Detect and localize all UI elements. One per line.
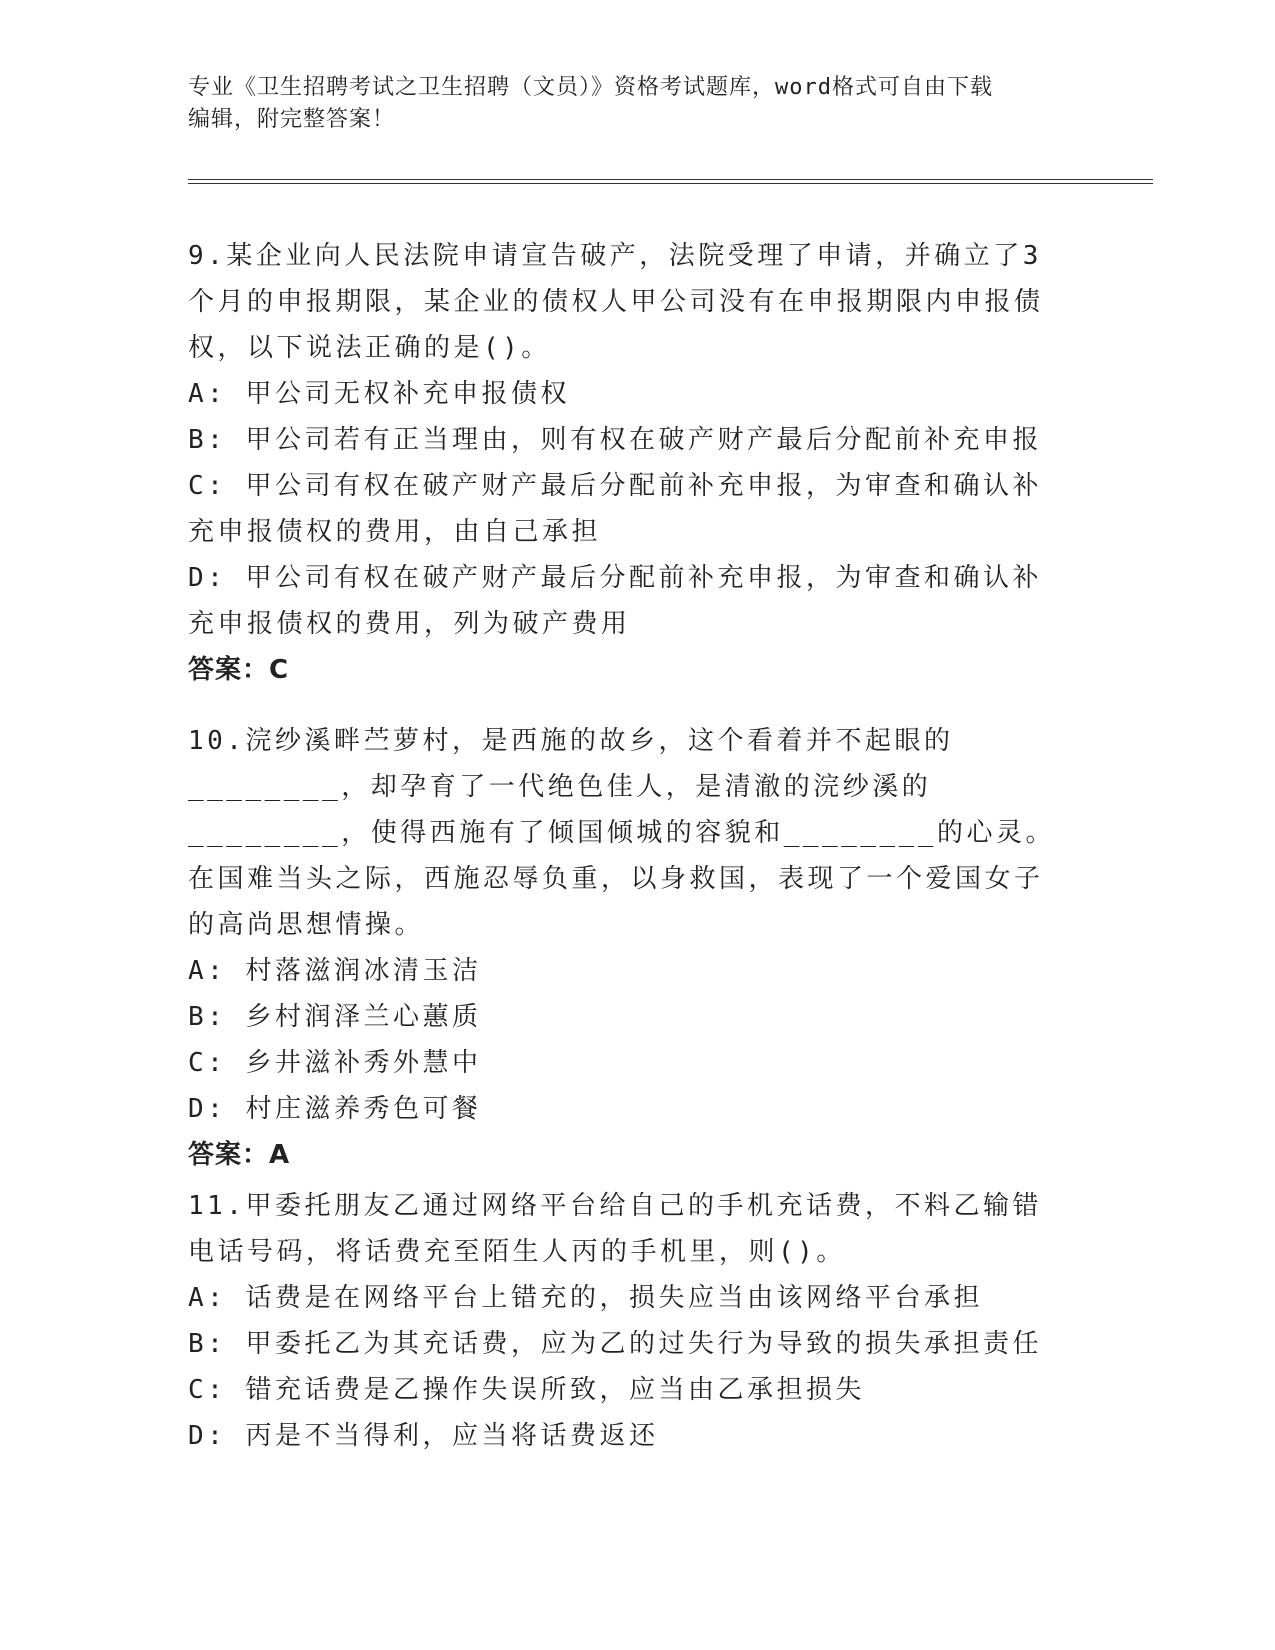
option-letter: A [188, 956, 208, 986]
header-line-1: 专业《卫生招聘考试之卫生招聘（文员）》资格考试题库，word格式可自由下载 [188, 75, 993, 100]
question-text: 9.某企业向人民法院申请宣告破产，法院受理了申请，并确立了3个月的申报期限，某企业的债权人甲公司没有在申报期限内申报债权，以下说法正确的是()。 [188, 241, 1044, 363]
option-a [188, 371, 1068, 417]
header-line-2: 编辑，附完整答案！ [188, 107, 396, 132]
option-letter: B [188, 1002, 208, 1032]
option-letter: B [188, 425, 208, 455]
option-letter: D [188, 1421, 208, 1451]
option-text: 村庄滋养秀色可餐 [245, 1094, 482, 1124]
question-11 [188, 1183, 1068, 1459]
option-letter: A [188, 1283, 208, 1313]
option-list [188, 371, 1068, 647]
option-separator: : [207, 471, 246, 501]
option-text: 甲公司无权补充申报债权 [245, 379, 570, 409]
option-letter: B [188, 1329, 208, 1359]
option-text: 话费是在网络平台上错充的，损失应当由该网络平台承担 [245, 1283, 983, 1313]
option-b [188, 994, 1068, 1040]
option-letter: C [188, 1048, 208, 1078]
document-header [188, 72, 1088, 136]
option-text: 甲公司有权在破产财产最后分配前补充申报，为审查和确认补充申报债权的费用，由自己承担 [188, 471, 1042, 547]
option-letter: D [188, 1094, 208, 1124]
option-b [188, 1321, 1068, 1367]
option-separator: : [207, 956, 246, 986]
question-9 [188, 233, 1068, 693]
header-divider-top [188, 179, 1153, 180]
option-d [188, 1413, 1068, 1459]
option-letter: D [188, 563, 208, 593]
option-separator: : [207, 1048, 246, 1078]
question-text: 10.浣纱溪畔苎萝村，是西施的故乡，这个看着并不起眼的________，却孕育了一代绝色佳人，是清澈的浣纱溪的________，使得西施有了倾国倾城的容貌和________的心灵。在国难当头之际，西施忍辱负重，以身救国，表现了一个爱国女子的高尚思想情操。 [188, 726, 1055, 940]
option-text: 丙是不当得利，应当将话费返还 [245, 1421, 659, 1451]
option-separator: : [207, 1375, 246, 1405]
option-letter: C [188, 1375, 208, 1405]
option-separator: : [207, 1094, 246, 1124]
question-10 [188, 718, 1068, 1178]
option-letter: C [188, 471, 208, 501]
option-a [188, 948, 1068, 994]
option-text: 乡井滋补秀外慧中 [245, 1048, 482, 1078]
option-d [188, 555, 1068, 647]
option-separator: : [207, 563, 246, 593]
option-separator: : [207, 1283, 246, 1313]
option-letter: A [188, 379, 208, 409]
option-list [188, 948, 1068, 1132]
option-text: 甲委托乙为其充话费，应为乙的过失行为导致的损失承担责任 [245, 1329, 1042, 1359]
question-text: 11.甲委托朋友乙通过网络平台给自己的手机充话费，不料乙输错电话号码，将话费充至陌生人丙的手机里，则()。 [188, 1191, 1042, 1267]
option-separator: : [207, 1329, 246, 1359]
option-text: 乡村润泽兰心蕙质 [245, 1002, 482, 1032]
option-separator: : [207, 425, 246, 455]
option-b [188, 417, 1068, 463]
option-separator: : [207, 1421, 246, 1451]
answer-label: 答案：A [188, 1140, 291, 1170]
option-list [188, 1275, 1068, 1459]
option-separator: : [207, 1002, 246, 1032]
option-text: 错充话费是乙操作失误所致，应当由乙承担损失 [245, 1375, 865, 1405]
answer-label: 答案：C [188, 655, 290, 685]
option-text: 村落滋润冰清玉洁 [245, 956, 482, 986]
option-a [188, 1275, 1068, 1321]
header-divider-bottom [188, 183, 1153, 184]
option-d [188, 1086, 1068, 1132]
option-text: 甲公司若有正当理由，则有权在破产财产最后分配前补充申报 [245, 425, 1042, 455]
option-text: 甲公司有权在破产财产最后分配前补充申报，为审查和确认补充申报债权的费用，列为破产费用 [188, 563, 1042, 639]
option-c [188, 1040, 1068, 1086]
option-c [188, 1367, 1068, 1413]
option-separator: : [207, 379, 246, 409]
option-c [188, 463, 1068, 555]
